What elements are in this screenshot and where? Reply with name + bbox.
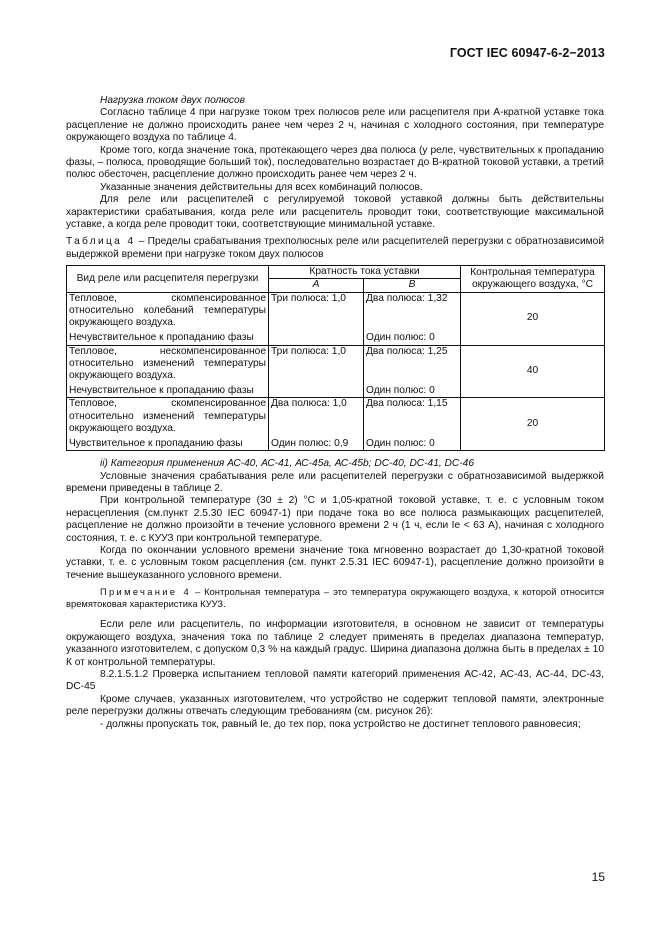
table-row [67,345,605,382]
clause-heading: 8.2.1.5.1.2 Проверка испытанием тепловой памяти категорий применения АС-42, АС-43, АС-44, DC-43, DC-45 [66,669,604,693]
table-row [67,398,605,435]
list-item: - должны пропускать ток, равный Ie, до тех пор, пока устройство не достигнет теплового равновесия; [100,718,581,730]
cell-b: Один полюс: 0 [364,382,461,398]
cell-temperature: 20 [461,398,605,451]
cell-b: Два полюса: 1,32 [364,292,461,329]
section-heading: Нагрузка током двух полюсов [100,95,245,106]
table-4 [66,265,605,451]
section-heading: ii) Категория применения АС-40, АС-41, АС-45а, АС-45b; DC-40, DC-41, DC-46 [100,458,474,470]
cell-temperature: 40 [461,345,605,398]
note [66,586,604,609]
cell-b: Два полюса: 1,15 [364,398,461,435]
relay-type: Тепловое, скомпенсированное относительно изменений температуры окружающего воздуха. [67,398,269,435]
paragraph: Условные значения срабатывания реле или расцепителей перегрузки с обратнозависимой выдержкой времени приведены в таблице 2. [66,470,604,494]
page-content [66,95,604,731]
relay-type: Тепловое, нескомпенсированное относительно изменений температуры окружающего воздуха. [67,345,269,382]
cell-a: Один полюс: 0,9 [269,435,364,451]
header-b: В [364,279,461,292]
paragraph: При контрольной температуре (30 ± 2) °С и 1,05-кратной токовой уставке, т. е. с условным током нерасцепления (см.пункт 2.5.30 IEC 60947-1) при подаче тока во все полюса размыкающих расцепителей, расцепление не должно произойти в течение условного времени 2 ч (1 ч, если Ie < 63 А), начиная с холодного состояния, т. е. с КУУЗ при контрольной температуре. [66,495,604,544]
relay-type: Тепловое, скомпенсированное относительно колебаний температуры окружающего воздуха. [67,292,269,329]
cell-temperature: 20 [461,292,605,345]
table-row [67,292,605,329]
paragraph: Для реле или расцепителей с регулируемой токовой уставкой должны быть действительны характеристики срабатывания, когда реле или расцепитель проводит токи, соответствующие максимальной уставке, а когда реле проводит токи, соответствующие минимальной уставке. [66,194,604,231]
header-multiplicity: Кратность тока уставки [269,266,461,279]
paragraph: Согласно таблице 4 при нагрузке током трех полюсов реле или расцепителя при А-кратной уставке тока расцепление не должно происходить ранее чем через 2 ч, начиная с холодного состояния, при температуре окружающего воздуха по таблице 4. [66,107,604,144]
cell-b: Два полюса: 1,25 [364,345,461,382]
cell-a [269,382,364,398]
note-text: – Контрольная температура – это температура окружающего воздуха, к которой относится времятоковая характеристика КУУЗ. [66,586,604,609]
paragraph: Если реле или расцепитель, по информации изготовителя, в основном не зависит от температуры окружающего воздуха, значения тока по таблице 2 следует применять в пределах диапазона температур, указанного изготовителем, с допуском 0,3 % на каждый градус. Ширина диапазона должна быть в пределах ± 10 К от контрольной температуры. [66,619,604,668]
cell-a [269,329,364,345]
relay-subtype: Чувствительное к пропаданию фазы [67,435,269,451]
paragraph: Кроме того, когда значение тока, протекающего через два полюса (у реле, чувствительных к пропаданию фазы, – полюса, проводящие больший ток), последовательно возрастает до В-кратной токовой уставки, а третий полюс обесточен, расцепление должно происходить ранее чем через 2 ч. [66,144,604,181]
table-caption-text: – Пределы срабатывания трехполюсных реле или расцепителей перегрузки с обратнозависимой выдержкой времени при нагрузке током двух полюсов [66,236,605,260]
cell-a: Два полюса: 1,0 [269,398,364,435]
document-code: ГОСТ IEC 60947-6-2−2013 [449,46,605,60]
header-temperature: Контрольная температура окружающего воздуха, °С [461,266,605,292]
page-number: 15 [591,870,605,884]
cell-a: Три полюса: 1,0 [269,345,364,382]
note-label: Примечание 4 [100,586,192,598]
paragraph: Когда по окончании условного времени значение тока мгновенно возрастает до 1,30-кратной токовой уставки, т. е. с условным током расцепления (см. пункт 2.5.31 IEC 60947-1), расцепление должно произойти в течение вышеуказанного условного времени. [66,544,604,581]
header-a: А [269,279,364,292]
cell-b: Один полюс: 0 [364,435,461,451]
table-caption [66,236,604,261]
relay-subtype: Нечувствительное к пропаданию фазы [67,382,269,398]
relay-subtype: Нечувствительное к пропаданию фазы [67,329,269,345]
table-caption-label: Таблица 4 [66,236,136,248]
paragraph: Кроме случаев, указанных изготовителем, что устройство не содержит тепловой памяти, электронные реле перегрузки должны отвечать следующим требованиям (см. рисунок 26): [66,693,604,718]
header-relay-type: Вид реле или расцепителя перегрузки [67,266,269,292]
paragraph: Указанные значения действительны для всех комбинаций полюсов. [100,181,423,193]
cell-a: Три полюса: 1,0 [269,292,364,329]
cell-b: Один полюс: 0 [364,329,461,345]
